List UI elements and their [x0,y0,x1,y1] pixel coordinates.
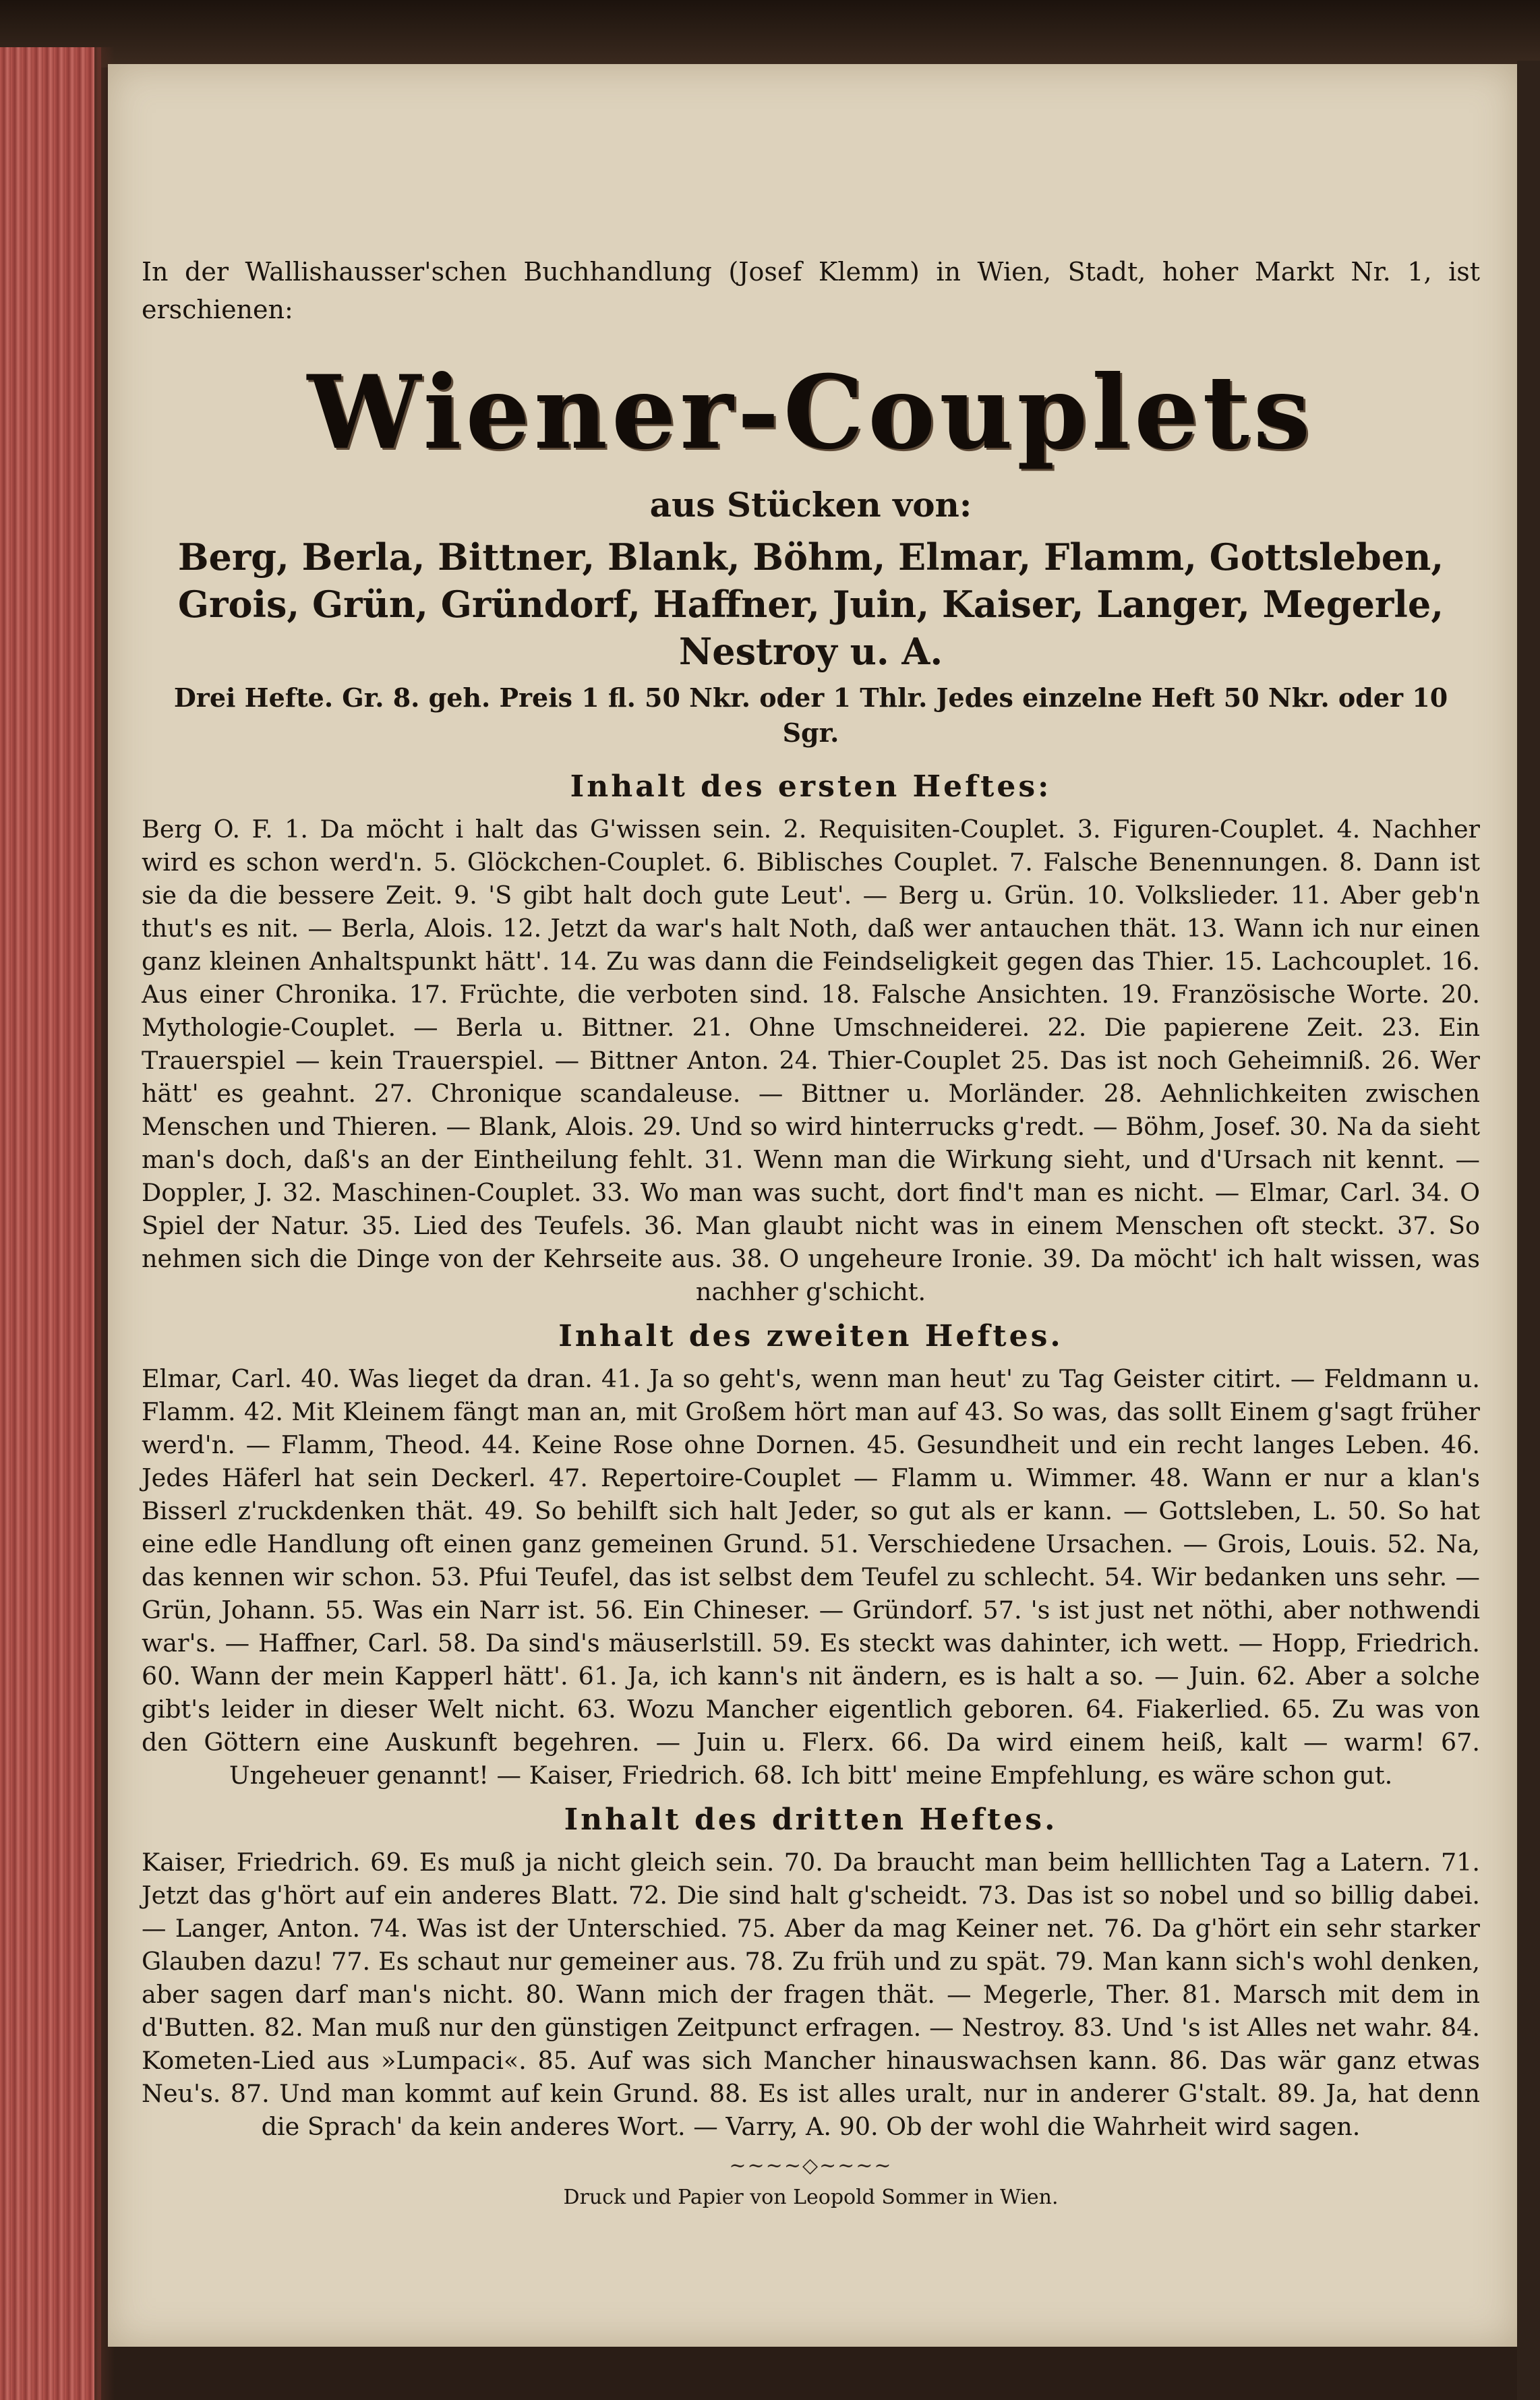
price-line: Drei Hefte. Gr. 8. geh. Preis 1 fl. 50 Nkr. oder 1 Thlr. Jedes einzelne Heft 50 Nkr. oder 10 Sgr. [173,682,1448,748]
section-entries-second: Elmar, Carl. 40. Was lieget da dran. 41. Ja so geht's, wenn man heut' zu Tag Geister citirt. — Feldmann u. Flamm. 42. Mit Kleinem fängt man an, mit Großem hört man auf 43. So was, das sollt Einem g'sagt früher werd'n. — Flamm, Theod. 44. Keine Rose ohne Dornen. 45. Gesundheit und ein recht langes Leben. 46. Jedes Häferl hat sein Deckerl. 47. Repertoire-Couplet — Flamm u. Wimmer. 48. Wann er nur a klan's Bisserl z'ruckdenken thät. 49. So behilft sich halt Jeder, so gut als er kann. — Gottsleben, L. 50. So hat eine edle Handlung oft einen ganz gemeinen Grund. 51. Verschiedene Ursachen. — Grois, Louis. 52. Na, das kennen wir schon. 53. Pfui Teufel, das ist selbst dem Teufel zu schlecht. 54. Wir bedanken uns sehr. — Grün, Johann. 55. Was ein Narr ist. 56. Ein Chineser. — Gründorf. 57. 's ist just net nöthi, aber nothwendi war's. — Haffner, Carl. 58. Da sind's mäuserlstill. 59. Es steckt was dahinter, ich wett. — Hopp, Friedrich. 60. Wann der mein Kapperl hätt'. 61. Ja, ich kann's nit ändern, es is halt a so. — Juin. 62. Aber a solche gibt's leider in dieser Welt nicht. 63. Wozu Mancher eigentlich geboren. 64. Fiakerlied. 65. Zu was von den Göttern eine Auskunft begehren. — Juin u. Flerx. 66. Da wird einem heiß, kalt — warm! 67. Ungeheuer genannt! — Kaiser, Friedrich. 68. Ich bitt' meine Empfehlung, es wäre schon gut. [142,1364,1480,1790]
top-background [0,0,1540,67]
page-content [142,253,1480,2209]
section-heading-third: Inhalt des dritten Heftes. [564,1803,1058,1837]
section-heading-second: Inhalt des zweiten Heftes. [558,1319,1063,1353]
author-list: Berg, Berla, Bittner, Blank, Böhm, Elmar, Flamm, Gottsleben, Grois, Grün, Gründorf, Haffner, Juin, Kaiser, Langer, Megerle, Nestroy u. A. [177,535,1444,673]
page-title: Wiener-Couplets [307,353,1315,472]
section-heading-first: Inhalt des ersten Heftes: [570,769,1052,804]
book-page-edges [0,47,101,2400]
divider-ornament: ~~~~◇~~~~ [729,2154,893,2177]
section-entries-third: Kaiser, Friedrich. 69. Es muß ja nicht gleich sein. 70. Da braucht man beim helllichten Tag a Latern. 71. Jetzt das g'hört auf ein anderes Blatt. 72. Die sind halt g'scheidt. 73. Das ist so nobel und so billig dabei. — Langer, Anton. 74. Was ist der Unterschied. 75. Aber da mag Keiner net. 76. Da g'hört ein sehr starker Glauben dazu! 77. Es schaut nur gemeiner aus. 78. Zu früh und zu spät. 79. Man kann sich's wohl denken, aber sagen darf man's nicht. 80. Wann mich der fragen thät. — Megerle, Ther. 81. Marsch mit dem in d'Butten. 82. Man muß nur den günstigen Zeitpunct erfragen. — Nestroy. 83. Und 's ist Alles net wahr. 84. Kometen-Lied aus »Lumpaci«. 85. Auf was sich Mancher hinauswachsen kann. 86. Das wär ganz etwas Neu's. 87. Und man kommt auf kein Grund. 88. Es ist alles uralt, nur in anderer G'stalt. 89. Ja, hat denn die Sprach' da kein anderes Wort. — Varry, A. 90. Ob der wohl die Wahrheit wird sagen. [142,1848,1480,2141]
publisher-intro: In der Wallishausser'schen Buchhandlung (Josef Klemm) in Wien, Stadt, hoher Markt Nr. 1, ist erschienen: [142,257,1480,324]
subtitle: aus Stücken von: [649,485,972,525]
printer-imprint: Druck und Papier von Leopold Sommer in Wien. [563,2186,1059,2209]
right-background [1517,61,1540,2400]
section-entries-first: Berg O. F. 1. Da möcht i halt das G'wissen sein. 2. Requisiten-Couplet. 3. Figuren-Couplet. 4. Nachher wird es schon werd'n. 5. Glöckchen-Couplet. 6. Biblisches Couplet. 7. Falsche Benennungen. 8. Dann ist sie da die bessere Zeit. 9. 'S gibt halt doch gute Leut'. — Berg u. Grün. 10. Volkslieder. 11. Aber geb'n thut's es nit. — Berla, Alois. 12. Jetzt da war's halt Noth, daß wer antauchen thät. 13. Wann ich nur einen ganz kleinen Anhaltspunkt hätt'. 14. Zu was dann die Feindseligkeit gegen das Thier. 15. Lachcouplet. 16. Aus einer Chronika. 17. Früchte, die verboten sind. 18. Falsche Ansichten. 19. Französische Worte. 20. Mythologie-Couplet. — Berla u. Bittner. 21. Ohne Umschneiderei. 22. Die papierene Zeit. 23. Ein Trauerspiel — kein Trauerspiel. — Bittner Anton. 24. Thier-Couplet 25. Das ist noch Geheimniß. 26. Wer hätt' es geahnt. 27. Chronique scandaleuse. — Bittner u. Morländer. 28. Aehnlichkeiten zwischen Menschen und Thieren. — Blank, Alois. 29. Und so wird hinterrucks g'redt. — Böhm, Josef. 30. Na da sieht man's doch, daß's an der Eintheilung fehlt. 31. Wenn man die Wirkung sieht, und d'Ursach nit kennt. — Doppler, J. 32. Maschinen-Couplet. 33. Wo man was sucht, dort find't man es nicht. — Elmar, Carl. 34. O Spiel der Natur. 35. Lied des Teufels. 36. Man glaubt nicht was in einem Menschen oft steckt. 37. So nehmen sich die Dinge von der Kehrseite aus. 38. O ungeheure Ironie. 39. Da möcht' ich halt wissen, was nachher g'schicht. [142,815,1480,1306]
